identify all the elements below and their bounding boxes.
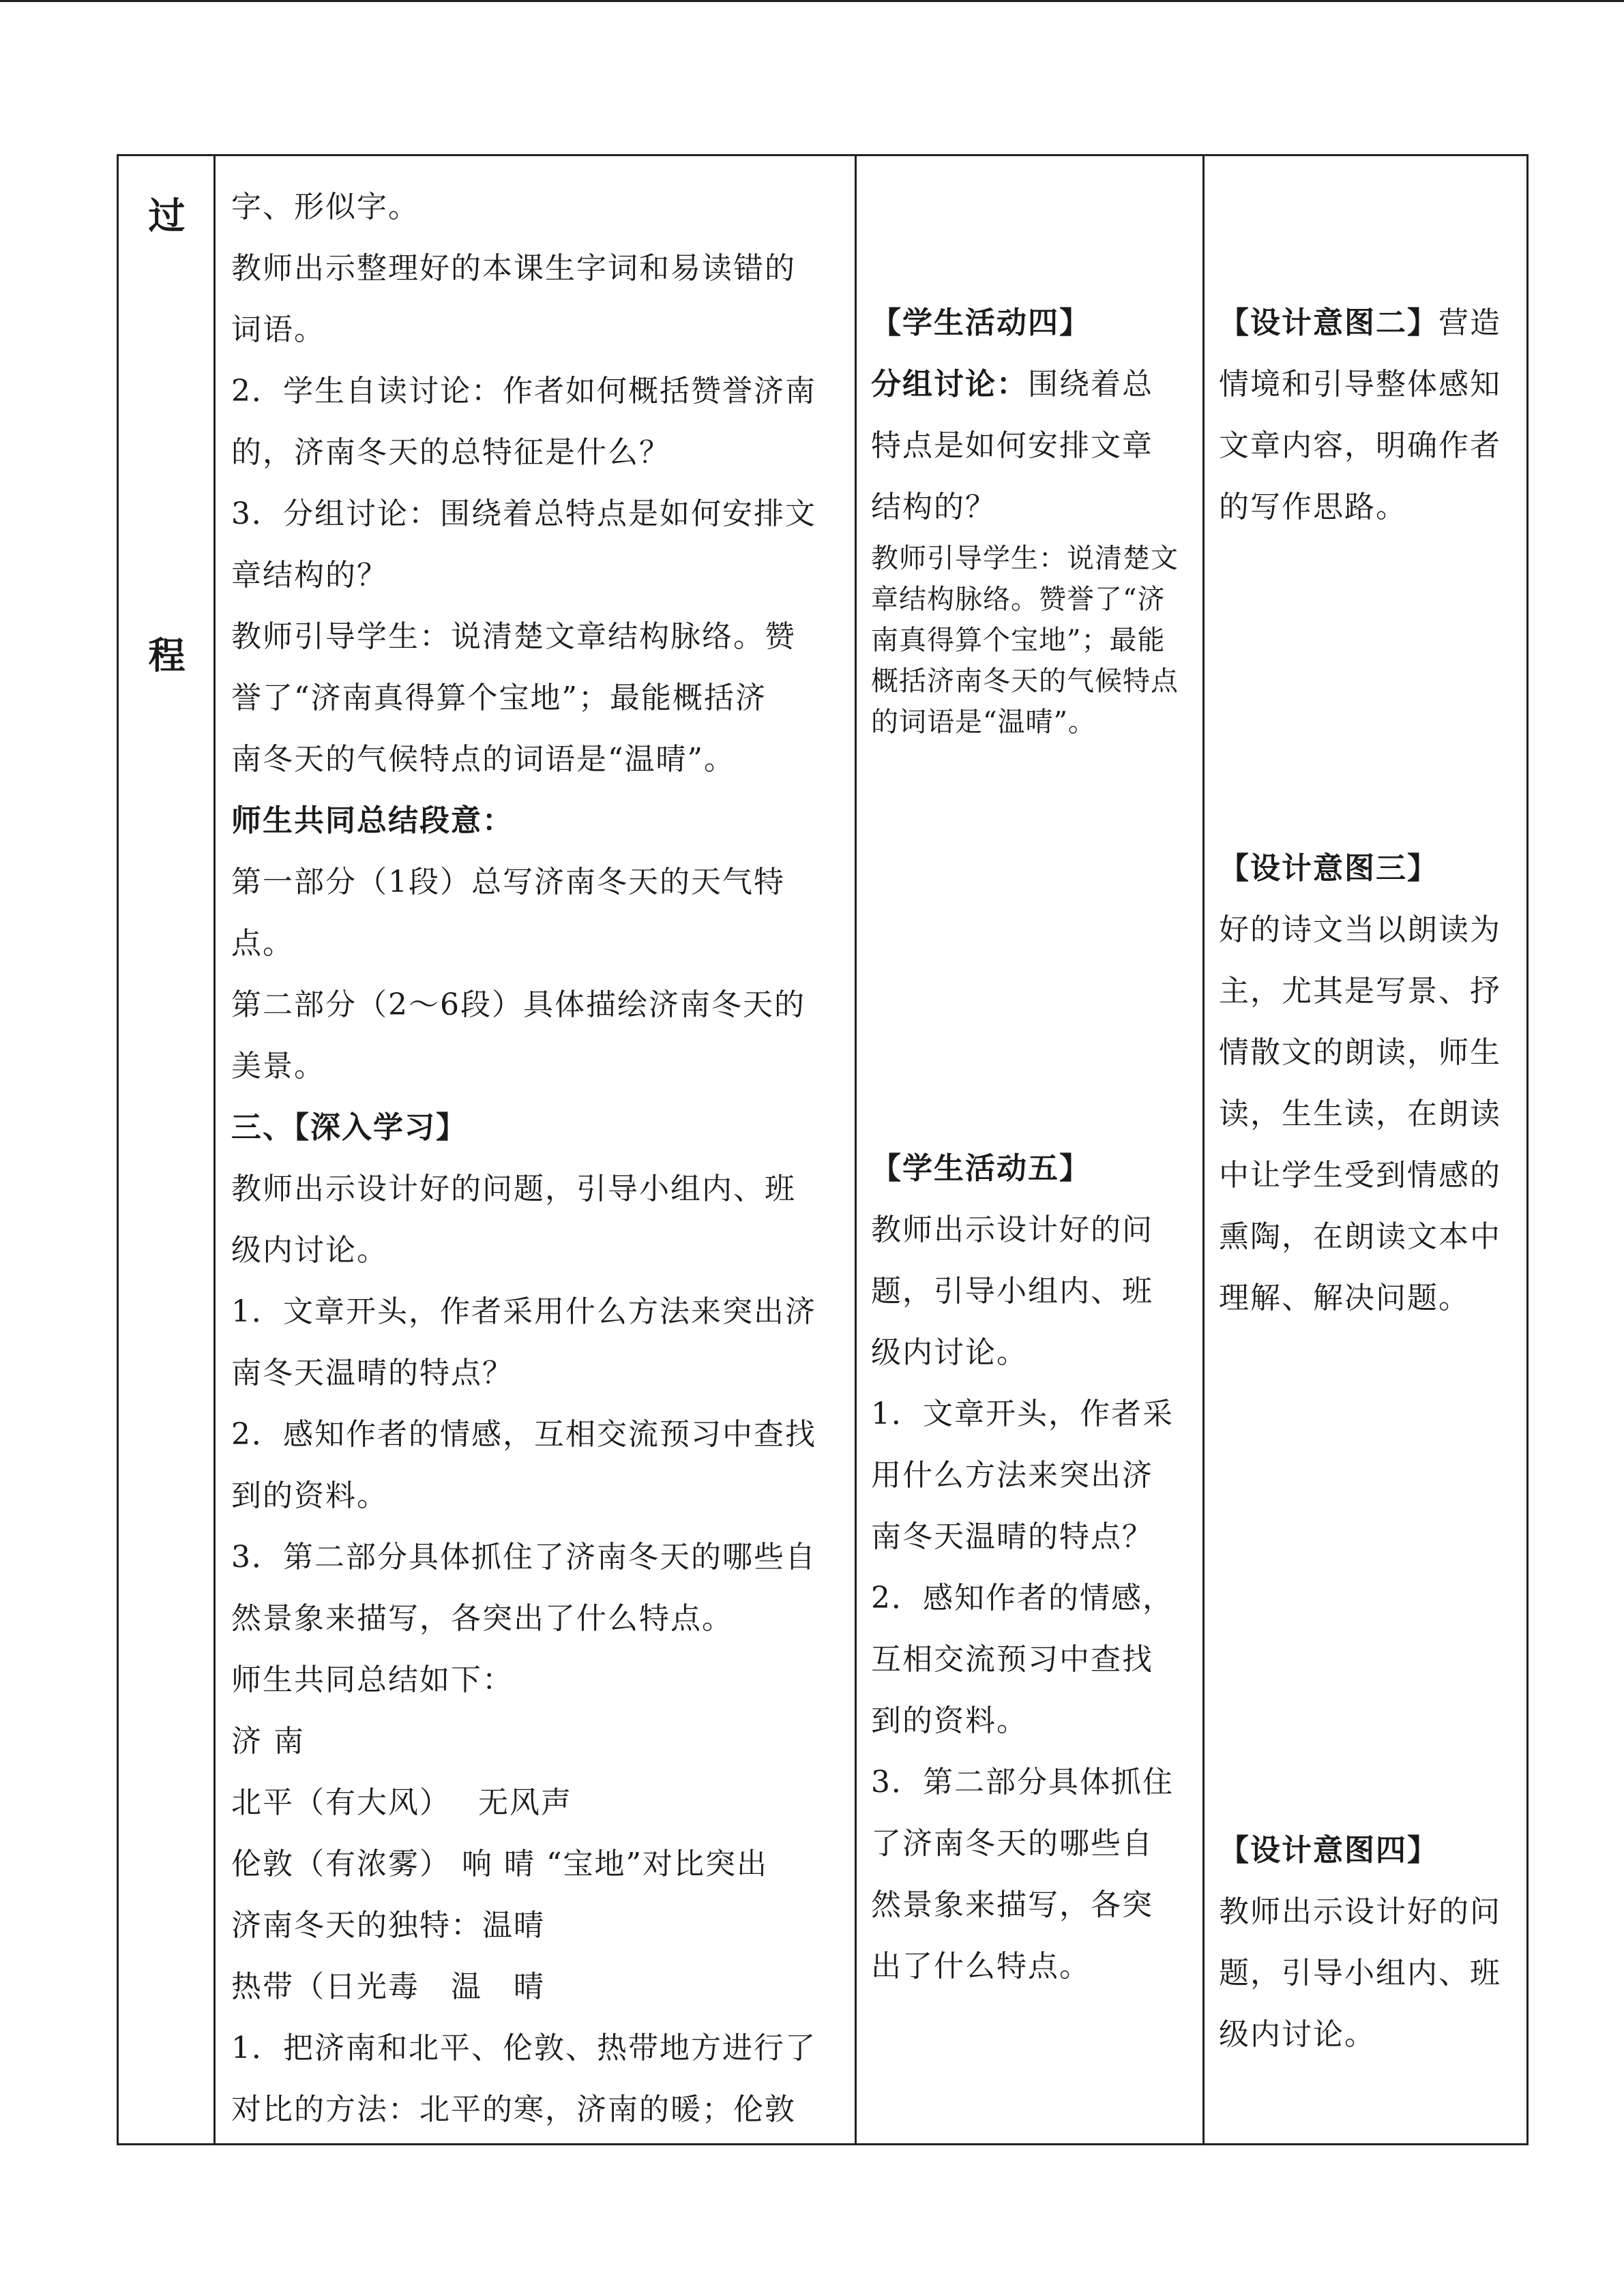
process-line: 章结构的？	[231, 558, 388, 593]
process-line: 到的资料。	[231, 1478, 388, 1513]
intent-line: 主，尤其是写景、抒	[1219, 974, 1501, 1009]
process-line: 3．分组讨论：围绕着总特点是如何安排文	[231, 496, 816, 531]
design-intent-2	[1219, 293, 1524, 538]
lesson-plan-table	[117, 154, 1529, 2145]
process-line: 第一部分（1段）总写济南冬天的天气特	[231, 865, 785, 899]
activity-title: 【学生活动四】	[871, 305, 1091, 340]
activity-line: 结构的？	[871, 490, 996, 524]
activity-note-line: 概括济南冬天的气候特点	[871, 666, 1179, 697]
student-activity-cell	[856, 156, 1204, 2143]
process-line: 南冬天的气候特点的词语是“温晴”。	[231, 742, 735, 777]
intent-line: 教师出示设计好的问	[1219, 1894, 1501, 1929]
process-line: 点。	[231, 926, 294, 961]
intent-text: 营造	[1438, 305, 1501, 340]
process-line: 1．把济南和北平、伦敦、热带地方进行了	[231, 2031, 816, 2066]
process-line: 誉了“济南真得算个宝地”；最能概括济	[231, 681, 767, 715]
process-line: 词语。	[231, 312, 325, 347]
student-activity-5	[871, 1138, 1197, 1997]
activity-note-line: 南真得算个宝地”；最能	[871, 625, 1166, 656]
intent-line: 熏陶，在朗读文本中	[1219, 1219, 1501, 1254]
student-activity-4	[871, 293, 1197, 743]
activity-line: 1．文章开头，作者采	[871, 1397, 1174, 1431]
intent-line: 情境和引导整体感知	[1219, 367, 1501, 402]
process-line: 济 南	[231, 1724, 305, 1759]
process-line: 热带（日光毒 温 晴	[231, 1969, 545, 2004]
activity-line: 题，引导小组内、班	[871, 1274, 1153, 1309]
process-line: 伦敦（有浓雾） 响 晴 “宝地”对比突出	[231, 1847, 768, 1881]
design-intent-4	[1219, 1820, 1524, 2066]
section-label-char: 程	[148, 633, 186, 677]
process-line: 2．感知作者的情感，互相交流预习中查找	[231, 1417, 816, 1452]
page-top-border	[0, 0, 1624, 2]
intent-line: 情散文的朗读，师生	[1219, 1035, 1501, 1070]
activity-line: 用什么方法来突出济	[871, 1458, 1153, 1493]
activity-line: 2．感知作者的情感，	[871, 1581, 1174, 1615]
intent-title: 【设计意图四】	[1219, 1833, 1438, 1868]
process-line: 的，济南冬天的总特征是什么？	[231, 435, 670, 470]
process-line: 北平（有大风） 无风声	[231, 1785, 572, 1820]
process-line: 2．学生自读讨论：作者如何概括赞誉济南	[231, 374, 816, 408]
activity-line: 到的资料。	[871, 1703, 1028, 1738]
process-line: 3．第二部分具体抓住了济南冬天的哪些自	[231, 1540, 816, 1575]
intent-line: 题，引导小组内、班	[1219, 1956, 1501, 1991]
activity-line: 然景象来描写，各突	[871, 1888, 1153, 1922]
section-heading: 三、【深入学习】	[231, 1110, 467, 1145]
activity-title: 【学生活动五】	[871, 1151, 1091, 1186]
activity-line: 了济南冬天的哪些自	[871, 1826, 1153, 1861]
activity-lead: 分组讨论：	[871, 367, 1028, 402]
activity-line	[871, 354, 1197, 415]
process-line: 对比的方法：北平的寒，济南的暖；伦敦	[231, 2092, 796, 2127]
section-label-cell	[119, 156, 215, 2143]
summary-heading: 师生共同总结段意：	[231, 803, 514, 838]
design-intent-3	[1219, 838, 1524, 1329]
process-line: 教师出示整理好的本课生字词和易读错的	[231, 251, 796, 286]
activity-line: 3．第二部分具体抓住	[871, 1765, 1174, 1800]
activity-line: 教师出示设计好的问	[871, 1212, 1153, 1247]
activity-line: 南冬天温晴的特点？	[871, 1519, 1153, 1554]
intent-line: 好的诗文当以朗读为	[1219, 912, 1501, 947]
intent-title: 【设计意图三】	[1219, 851, 1438, 886]
process-line: 然景象来描写，各突出了什么特点。	[231, 1601, 733, 1636]
activity-line: 特点是如何安排文章	[871, 428, 1153, 463]
activity-text: 围绕着总	[1028, 367, 1153, 402]
activity-line: 互相交流预习中查找	[871, 1642, 1153, 1677]
activity-note-line: 章结构脉络。赞誉了“济	[871, 584, 1166, 615]
process-line: 南冬天温晴的特点？	[231, 1356, 514, 1390]
intent-line	[1219, 293, 1524, 354]
activity-line: 级内讨论。	[871, 1335, 1028, 1370]
intent-line: 中让学生受到情感的	[1219, 1158, 1501, 1193]
teaching-process-cell	[215, 156, 856, 2143]
section-label-char: 过	[148, 194, 186, 237]
intent-line: 理解、解决问题。	[1219, 1281, 1470, 1315]
process-line: 级内讨论。	[231, 1233, 388, 1268]
activity-line: 出了什么特点。	[871, 1949, 1091, 1984]
process-line: 1．文章开头，作者采用什么方法来突出济	[231, 1294, 816, 1329]
intent-title: 【设计意图二】	[1219, 305, 1438, 340]
process-line: 教师引导学生：说清楚文章结构脉络。赞	[231, 619, 796, 654]
process-line: 师生共同总结如下：	[231, 1663, 514, 1697]
intent-line: 文章内容，明确作者	[1219, 428, 1501, 463]
process-line: 美景。	[231, 1049, 325, 1084]
design-intent-cell	[1204, 156, 1531, 2143]
activity-note-line: 教师引导学生：说清楚文	[871, 543, 1179, 574]
process-line: 济南冬天的独特：温晴	[231, 1908, 545, 1943]
process-line: 第二部分（2～6段）具体描绘济南冬天的	[231, 987, 806, 1022]
intent-line: 级内讨论。	[1219, 2017, 1376, 2052]
process-line: 教师出示设计好的问题，引导小组内、班	[231, 1172, 796, 1206]
activity-note-line: 的词语是“温晴”。	[871, 706, 1096, 738]
intent-line: 的写作思路。	[1219, 490, 1407, 524]
process-line: 字、形似字。	[231, 190, 419, 224]
intent-line: 读，生生读，在朗读	[1219, 1097, 1501, 1131]
